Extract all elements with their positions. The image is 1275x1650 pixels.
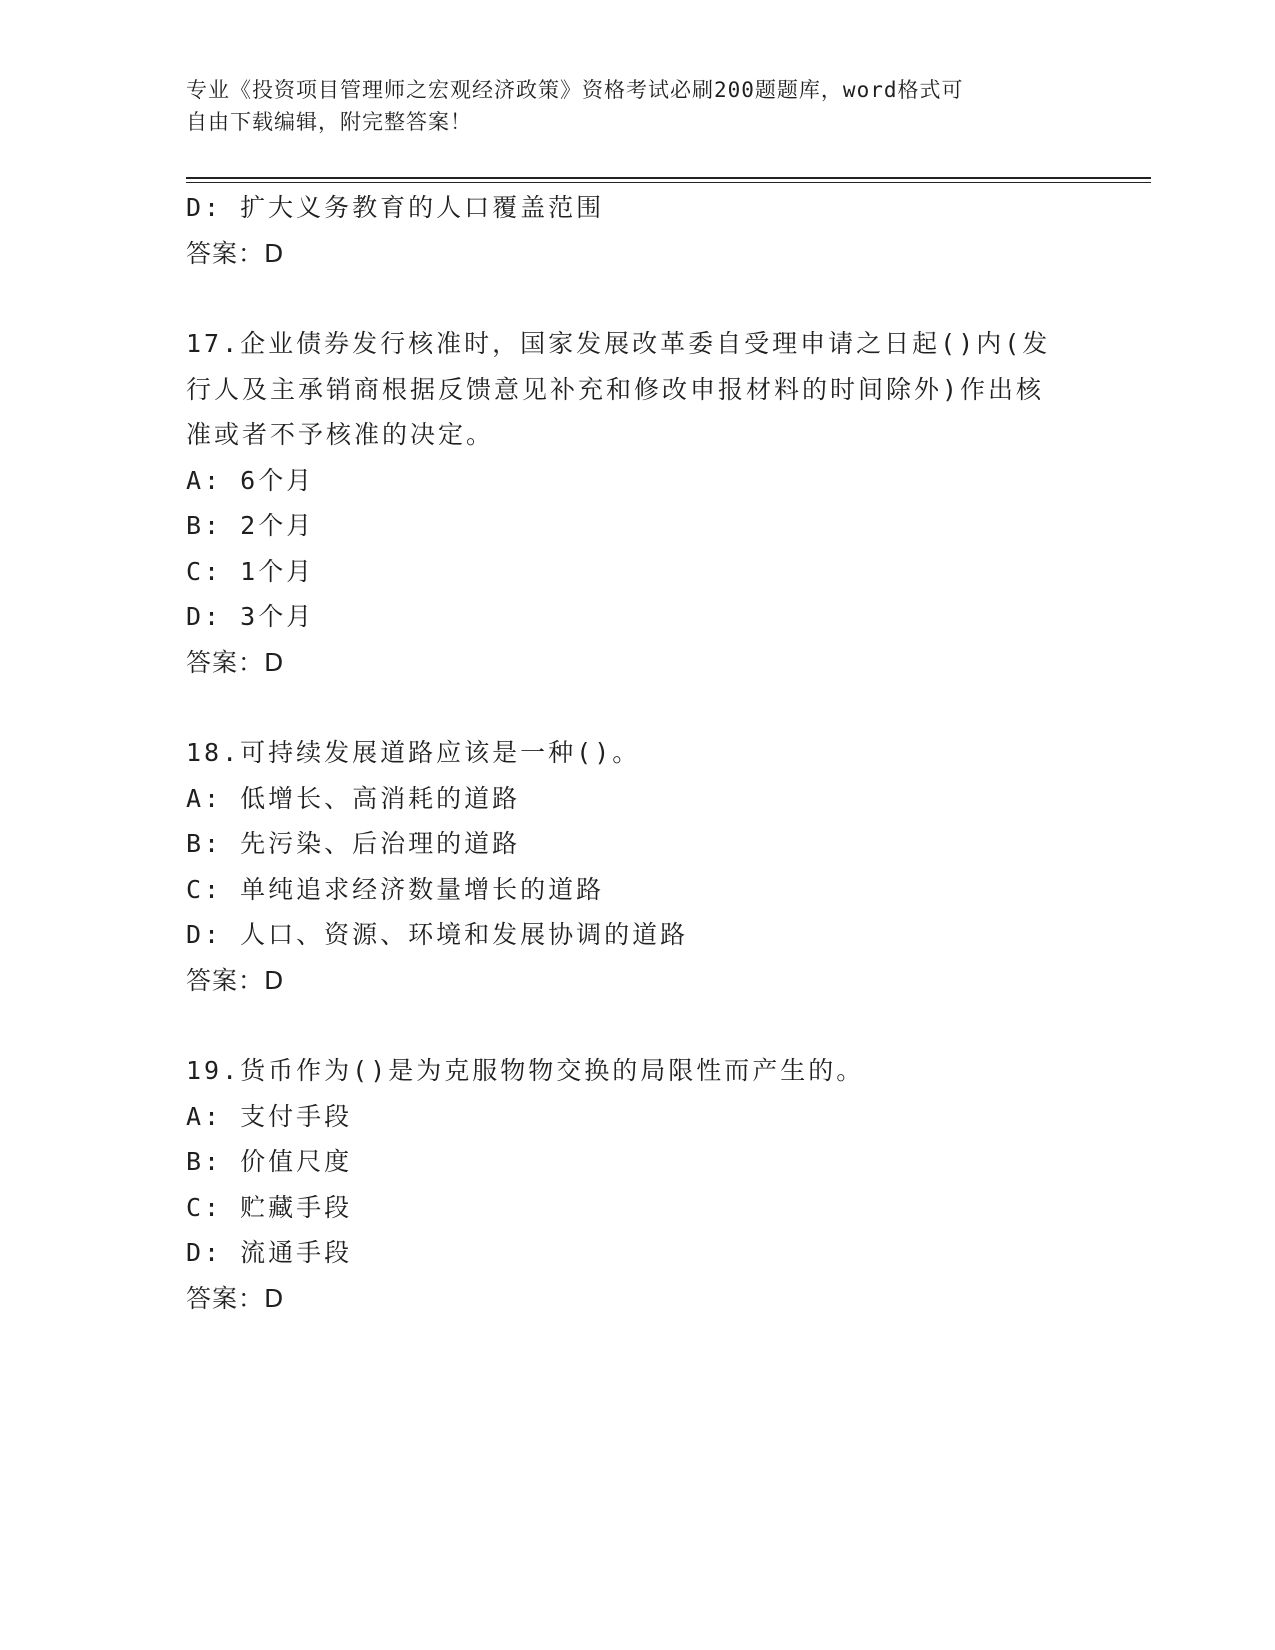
question-18-option-d: D: 人口、资源、环境和发展协调的道路 [186, 920, 689, 949]
question-17-answer: 答案：D [186, 647, 285, 677]
header-line-2: 自由下载编辑，附完整答案！ [186, 110, 472, 134]
spacer [186, 685, 1086, 730]
question-17-option-a: A: 6个月 [186, 465, 315, 495]
question-19-option-d: D: 流通手段 [186, 1238, 353, 1267]
header-line-1: 专业《投资项目管理师之宏观经济政策》资格考试必刷200题题库，word格式可 [186, 78, 964, 102]
question-19-option-b: B: 价值尺度 [186, 1147, 353, 1176]
prev-answer: 答案：D [186, 238, 285, 268]
question-17-option-c: C: 1个月 [186, 556, 315, 586]
question-18-option-c: C: 单纯追求经济数量增长的道路 [186, 874, 605, 904]
question-17-option-b: B: 2个月 [186, 511, 315, 540]
document-body [186, 185, 1086, 1321]
question-18-option-a: A: 低增长、高消耗的道路 [186, 783, 521, 813]
header-rule-bottom [186, 182, 1151, 183]
question-19-option-c: C: 贮藏手段 [186, 1192, 353, 1222]
spacer [186, 1003, 1086, 1048]
spacer [186, 276, 1086, 321]
question-19-answer: 答案：D [186, 1283, 285, 1313]
question-18-answer: 答案：D [186, 965, 285, 995]
question-17-text-2: 行人及主承销商根据反馈意见补充和修改申报材料的时间除外)作出核 [186, 374, 1045, 404]
question-18 [186, 730, 1086, 1003]
question-19-option-a: A: 支付手段 [186, 1101, 353, 1131]
question-18-option-b: B: 先污染、后治理的道路 [186, 829, 521, 858]
question-17-text-3: 准或者不予核准的决定。 [186, 420, 495, 449]
question-19 [186, 1048, 1086, 1321]
prev-option-d: D: 扩大义务教育的人口覆盖范围 [186, 193, 605, 222]
question-17-option-d: D: 3个月 [186, 602, 315, 631]
question-17-text-1: 17.企业债券发行核准时，国家发展改革委自受理申请之日起()内(发 [186, 329, 1051, 358]
question-18-text-1: 18.可持续发展道路应该是一种()。 [186, 738, 641, 767]
question-17 [186, 321, 1086, 685]
question-19-text-1: 19.货币作为()是为克服物物交换的局限性而产生的。 [186, 1056, 865, 1085]
document-header [186, 74, 1066, 138]
header-rule-top [186, 177, 1151, 179]
